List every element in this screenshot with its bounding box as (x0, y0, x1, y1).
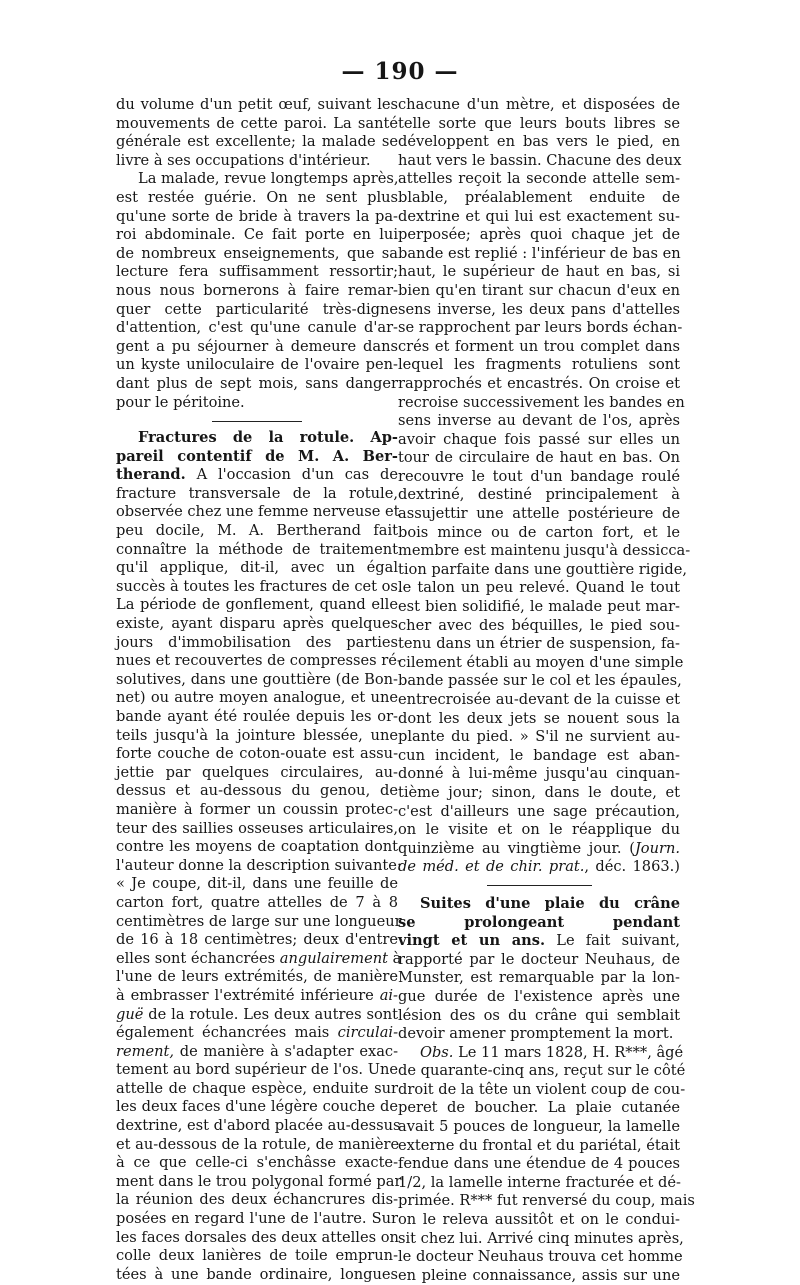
text-line (116, 1229, 398, 1248)
text-line (116, 338, 398, 357)
text-segment: tement au bord supérieur de l'os. Une (116, 1061, 399, 1079)
text-segment: à embrasser l'extrémité inférieure (116, 986, 380, 1004)
text-segment: Le fait suivant, (545, 932, 680, 950)
text-segment: teur des saillies osseuses articulaires, (116, 819, 398, 837)
text-segment: bande est replié : l'inférieur de bas en (398, 244, 681, 262)
text-segment: la réunion des deux échancrures dis- (116, 1191, 398, 1209)
text-line (116, 615, 398, 634)
text-segment: plante du pied. » S'il ne survient au- (398, 728, 680, 746)
section-heading-text: pareil contentif de M. A. Ber- (116, 447, 398, 465)
text-line (398, 710, 680, 729)
section-heading-text: se prolongeant pendant (398, 913, 680, 931)
text-line (398, 747, 680, 766)
text-line (116, 448, 398, 467)
text-line (116, 301, 398, 320)
text-line (116, 319, 398, 338)
text-line (116, 689, 398, 708)
text-segment: blable, préalablement enduite de (398, 188, 680, 206)
text-segment: solutives, dans une gouttière (de Bon- (116, 670, 398, 688)
text-segment: haut vers le bassin. Chacune des deux (398, 151, 682, 169)
text-segment: bande passée sur le col et les épaules, (398, 672, 682, 690)
text-segment: « Je coupe, dit-il, dans une feuille de (116, 875, 398, 893)
text-segment: cun incident, le bandage est aban- (398, 746, 680, 764)
text-line (398, 170, 680, 189)
text-line (398, 914, 680, 933)
text-line (116, 820, 398, 839)
text-segment: ment dans le trou polygonal formé par (116, 1172, 402, 1190)
text-segment: dont les deux jets se nouent sous la (398, 709, 680, 727)
text-segment: on le visite et on le réapplique du (398, 821, 680, 839)
text-segment: fendue dans une étendue de 4 pouces (398, 1155, 680, 1173)
text-segment: manière à former un coussin protec- (116, 800, 398, 818)
text-segment: elles sont échancrées (116, 949, 280, 967)
text-line (398, 96, 680, 115)
text-segment: jours d'immobilisation des parties (116, 633, 398, 651)
text-segment: tième jour; sinon, dans le doute, et (398, 783, 680, 801)
text-line (116, 1136, 398, 1155)
text-line (116, 577, 403, 597)
text-segment: lequel les fragments rotuliens sont (398, 356, 680, 374)
text-line (398, 393, 685, 413)
text-line (398, 765, 680, 784)
text-line (398, 431, 680, 450)
text-line (398, 263, 680, 282)
italic-text: Journ. (634, 839, 680, 857)
text-segment: qu'il applique, dit-il, avec un égal (116, 559, 398, 577)
text-segment: pour le péritoine. (116, 393, 245, 411)
text-line (398, 617, 680, 636)
text-line (116, 96, 398, 115)
text-line (398, 1007, 680, 1026)
text-segment: perposée; après quoi chaque jet de (398, 226, 680, 244)
text-line (398, 895, 680, 914)
text-segment: haut, le supérieur de haut en bas, si (398, 263, 680, 281)
text-segment: nues et recouvertes de compresses ré- (116, 652, 402, 670)
text-segment: recouvre le tout d'un bandage roulé (398, 467, 680, 485)
section-heading-text: Fractures de la rotule. Ap- (138, 429, 398, 447)
text-line (398, 1229, 684, 1249)
text-line (116, 652, 402, 671)
page-number: — 190 — (341, 58, 459, 85)
text-line (398, 1211, 680, 1230)
text-line (116, 208, 398, 227)
text-line (116, 485, 398, 504)
text-segment: quer cette particularité très-digne (116, 300, 398, 318)
text-line (116, 170, 398, 189)
text-segment: livre à ses occupations d'intérieur. (116, 151, 371, 169)
text-line (116, 1210, 398, 1229)
text-segment: existe, ayant disparu après quelques (116, 615, 398, 633)
text-line (398, 152, 680, 171)
text-segment: La période de gonflement, quand elle (116, 596, 398, 614)
section-separator (212, 421, 302, 422)
italic-text: ai- (379, 986, 398, 1004)
text-segment: devoir amener promptement la mort. (398, 1025, 674, 1043)
text-segment: de quarante-cinq ans, reçut sur le côté (398, 1062, 686, 1080)
text-segment: roi abdominale. Ce fait porte en lui (116, 226, 398, 244)
text-line (398, 635, 680, 654)
text-segment: les faces dorsales des deux attelles on (116, 1228, 399, 1246)
text-segment: rapporté par le docteur Neuhaus, de (398, 950, 680, 968)
text-line (116, 1266, 398, 1285)
text-segment: c'est d'ailleurs une sage précaution, (398, 802, 680, 820)
text-line (398, 189, 680, 208)
text-segment: crés et forment un trou complet dans (398, 337, 680, 355)
text-line (398, 468, 680, 487)
text-line (398, 542, 691, 561)
text-line (398, 1062, 686, 1081)
text-line (398, 691, 680, 710)
text-line (116, 764, 398, 783)
text-segment: nous nous bornerons à faire remar- (116, 281, 398, 299)
text-segment: droit de la tête un violent coup de cou- (398, 1080, 686, 1098)
text-segment: le talon un peu relevé. Quand le tout (398, 579, 680, 597)
text-line (116, 1172, 402, 1192)
italic-text: angulairement (279, 949, 389, 967)
text-line (398, 969, 680, 988)
text-segment: tenu dans un étrier de suspension, fa- (398, 635, 680, 653)
text-segment: recroise successivement les bandes en (398, 393, 685, 411)
text-line (398, 672, 680, 691)
text-segment: l'auteur donne la description suivante: (116, 856, 402, 874)
text-line (116, 1247, 398, 1266)
text-segment: tées à une bande ordinaire, longues (116, 1265, 398, 1283)
italic-text: circulai- (337, 1024, 398, 1042)
text-segment: Munster, est remarquable par la lon- (398, 969, 680, 987)
text-line (116, 375, 398, 394)
text-line (398, 579, 680, 598)
text-segment: net) ou autre moyen analogue, et une (116, 689, 398, 707)
text-segment: se rapprochent par leurs bords échan- (398, 319, 683, 337)
text-line (116, 1154, 398, 1173)
text-line (116, 782, 398, 801)
text-segment: carton fort, quatre attelles de 7 à 8 (116, 893, 398, 911)
text-line (116, 1061, 398, 1080)
italic-text: Obs. (420, 1043, 454, 1061)
text-line (116, 838, 398, 857)
text-line (116, 466, 398, 485)
text-segment: dessus et au-dessous du genou, de (116, 782, 398, 800)
text-segment: succès à toutes les fractures de cet os. (116, 577, 403, 595)
left-column (116, 96, 403, 1284)
text-segment: quinzième au vingtième jour. ( (398, 839, 635, 857)
text-line (116, 394, 398, 413)
section-heading-text: vingt et un ans. (398, 932, 546, 950)
text-segment: cilement établi au moyen d'une simple (398, 653, 684, 671)
text-segment: membre est maintenu jusqu'à dessicca- (398, 542, 691, 560)
text-segment: en pleine connaissance, assis sur une (398, 1266, 680, 1284)
text-line (116, 634, 398, 653)
text-segment: cher avec des béquilles, le pied sou- (398, 616, 680, 634)
text-line (116, 245, 398, 264)
text-line (398, 226, 680, 245)
text-segment: qu'une sorte de bride à travers la pa- (116, 207, 398, 225)
text-segment: dant plus de sept mois, sans danger (116, 374, 398, 392)
text-line (398, 1155, 680, 1174)
text-line (398, 1080, 686, 1100)
italic-text: de méd. et de chir. prat. (398, 858, 585, 876)
text-segment: entrecroisée au-devant de la cuisse et (398, 691, 680, 708)
text-segment: de manière à s'adapter exac- (174, 1042, 398, 1060)
text-line (398, 1174, 680, 1193)
text-segment: dextrine et qui lui est exactement su- (398, 207, 680, 225)
text-line (398, 524, 680, 543)
text-line (398, 784, 680, 803)
text-line (398, 208, 680, 227)
text-line (116, 356, 398, 375)
text-line (116, 522, 398, 541)
text-segment: un kyste uniloculaire de l'ovaire pen- (116, 356, 398, 374)
text-segment: tour de circulaire de haut en bas. On (398, 449, 680, 467)
text-segment: lecture fera suffisamment ressortir; (116, 263, 398, 281)
text-segment: , déc. 1863.) (584, 858, 680, 876)
text-line (116, 912, 402, 932)
text-line (116, 559, 398, 578)
text-line (398, 840, 680, 859)
text-segment: est bien solidifié, le malade peut mar- (398, 598, 680, 616)
text-line (116, 263, 398, 282)
section-heading-text: therand. (116, 466, 186, 484)
text-line (398, 1248, 683, 1267)
text-segment: de nombreux enseignements, que sa (116, 244, 398, 262)
text-line (398, 1192, 695, 1211)
text-line (398, 1043, 684, 1063)
text-line (398, 449, 680, 468)
text-segment: tion parfaite dans une gouttière rigide, (398, 560, 688, 578)
text-segment: peu docile, M. A. Bertherand fait (116, 522, 398, 540)
text-segment: posées en regard l'une de l'autre. Sur (116, 1210, 398, 1228)
text-line (116, 1080, 398, 1099)
text-segment: de 16 à 18 centimètres; deux d'entre (116, 931, 398, 949)
text-line (116, 931, 398, 950)
text-line (116, 987, 398, 1006)
text-line (116, 282, 398, 301)
text-segment: le docteur Neuhaus trouva cet homme (398, 1248, 683, 1266)
text-line (116, 801, 398, 820)
text-line (116, 949, 402, 969)
text-segment: du volume d'un petit œuf, suivant les (116, 96, 398, 113)
text-segment: sens inverse, les deux pans d'attelles (398, 300, 680, 318)
text-line (398, 486, 680, 505)
text-segment: l'une de leurs extrémités, de manière (116, 968, 398, 986)
text-line (398, 115, 680, 134)
text-line (398, 133, 680, 152)
text-line (116, 503, 398, 522)
text-line (116, 745, 398, 764)
text-segment: donné à lui-même jusqu'au cinquan- (398, 765, 680, 783)
right-column (398, 96, 695, 1285)
text-line (116, 596, 398, 615)
text-segment: lésion des os du crâne qui semblait (398, 1006, 680, 1024)
text-line (398, 560, 688, 580)
text-segment: assujettir une attelle postérieure de (398, 505, 680, 523)
text-segment: à (388, 949, 402, 967)
text-line (398, 932, 680, 951)
text-line (398, 1025, 680, 1044)
text-line (398, 245, 680, 264)
text-line (116, 1191, 398, 1210)
text-segment: dextriné, destiné principalement à (398, 486, 680, 504)
text-segment: colle deux lanières de toile emprun- (116, 1247, 398, 1265)
text-segment: fracture transversale de la rotule, (116, 484, 398, 502)
text-line (116, 875, 398, 894)
text-line (398, 598, 680, 617)
text-segment: avoir chaque fois passé sur elles un (398, 430, 680, 448)
text-segment: d'attention, c'est qu'une canule d'ar- (116, 319, 398, 337)
text-segment: on le releva aussitôt et on le condui- (398, 1211, 680, 1229)
text-line (116, 1117, 401, 1136)
text-segment: mouvements de cette paroi. La santé (116, 114, 398, 132)
text-segment: avait 5 pouces de longueur, la lamelle (398, 1118, 680, 1136)
text-segment: attelle de chaque espèce, enduite sur (116, 1079, 398, 1097)
text-segment: de la rotule. Les deux autres sont (143, 1005, 398, 1023)
text-segment: jettie par quelques circulaires, au- (116, 763, 398, 781)
text-segment: développent en bas vers le pied, en (398, 133, 680, 151)
text-line (116, 856, 402, 876)
text-segment: centimètres de large sur une longueur (116, 912, 402, 930)
text-segment: chacune d'un mètre, et disposées de (398, 96, 680, 113)
text-line (398, 1267, 680, 1285)
text-segment: rapprochés et encastrés. On croise et (398, 374, 680, 392)
text-segment: également échancrées mais (116, 1024, 338, 1042)
text-segment: et au-dessous de la rotule, de manière (116, 1135, 400, 1153)
text-line (116, 671, 398, 690)
text-line (398, 1118, 680, 1137)
text-segment: contre les moyens de coaptation dont (116, 838, 398, 856)
text-line (116, 152, 398, 171)
text-line (398, 356, 680, 375)
text-segment: est restée guérie. On ne sent plus (116, 188, 398, 206)
text-segment: gent a pu séjourner à demeure dans (116, 337, 398, 355)
text-line (116, 189, 398, 208)
text-line (116, 1024, 398, 1043)
text-segment: bande ayant été roulée depuis les or- (116, 708, 398, 725)
text-line (398, 653, 684, 673)
section-heading-text: Suites d'une plaie du crâne (420, 894, 680, 912)
text-line (398, 988, 680, 1007)
text-line (116, 226, 398, 245)
text-segment: bois mince ou de carton fort, et le (398, 523, 680, 541)
text-line (116, 968, 398, 987)
text-line (398, 319, 683, 338)
text-line (116, 1098, 398, 1117)
text-line (116, 708, 398, 727)
text-segment: générale est excellente; la malade se (116, 133, 398, 151)
text-segment: A l'occasion d'un cas de (185, 466, 398, 484)
text-line (116, 429, 398, 448)
text-line (116, 894, 398, 913)
text-line (116, 115, 398, 134)
text-segment: forte couche de coton-ouate est assu- (116, 745, 398, 763)
text-segment: Le 11 mars 1828, H. R***, âgé (453, 1043, 684, 1061)
text-segment: les deux faces d'une légère couche de (116, 1098, 398, 1116)
text-segment: sit chez lui. Arrivé cinq minutes après, (398, 1229, 684, 1247)
text-line (116, 727, 398, 746)
text-segment: gue durée de l'existence après une (398, 987, 680, 1005)
text-segment: externe du frontal et du pariétal, était (398, 1136, 680, 1154)
text-segment: sens inverse au devant de l'os, après (398, 412, 680, 430)
text-line (398, 301, 680, 320)
text-line (398, 412, 680, 431)
text-segment: 1/2, la lamelle interne fracturée et dé- (398, 1173, 681, 1191)
text-line (398, 1137, 680, 1156)
text-segment: peret de boucher. La plaie cutanée (398, 1099, 680, 1117)
text-segment: telle sorte que leurs bouts libres se (398, 114, 680, 132)
text-segment: La malade, revue longtemps après, (138, 170, 399, 188)
text-segment: à ce que celle-ci s'enchâsse exacte- (116, 1154, 398, 1172)
text-line (116, 1043, 398, 1062)
text-line (398, 821, 680, 840)
text-segment: teils jusqu'à la jointure blessée, une (116, 726, 398, 744)
text-segment: connaître la méthode de traitement (116, 540, 398, 558)
italic-text: rement, (116, 1042, 174, 1060)
text-line (398, 282, 680, 301)
text-segment: primée. R*** fut renversé du coup, mais (398, 1192, 695, 1210)
text-segment: dextrine, est d'abord placée au-dessus (116, 1117, 401, 1135)
text-segment: observée chez une femme nerveuse et (116, 503, 400, 521)
italic-text: guë (116, 1005, 144, 1023)
text-line (398, 803, 680, 822)
text-segment: attelles reçoit la seconde attelle sem- (398, 170, 680, 188)
text-line (398, 505, 680, 524)
text-line (398, 858, 680, 877)
section-separator (487, 885, 592, 886)
text-line (116, 541, 398, 560)
text-line (116, 133, 398, 152)
text-line (398, 951, 680, 970)
text-line (398, 728, 680, 747)
text-line (398, 1099, 680, 1118)
text-line (398, 338, 680, 357)
text-line (116, 1006, 398, 1025)
text-segment: bien qu'en tirant sur chacun d'eux en (398, 281, 680, 299)
text-line (398, 375, 680, 394)
